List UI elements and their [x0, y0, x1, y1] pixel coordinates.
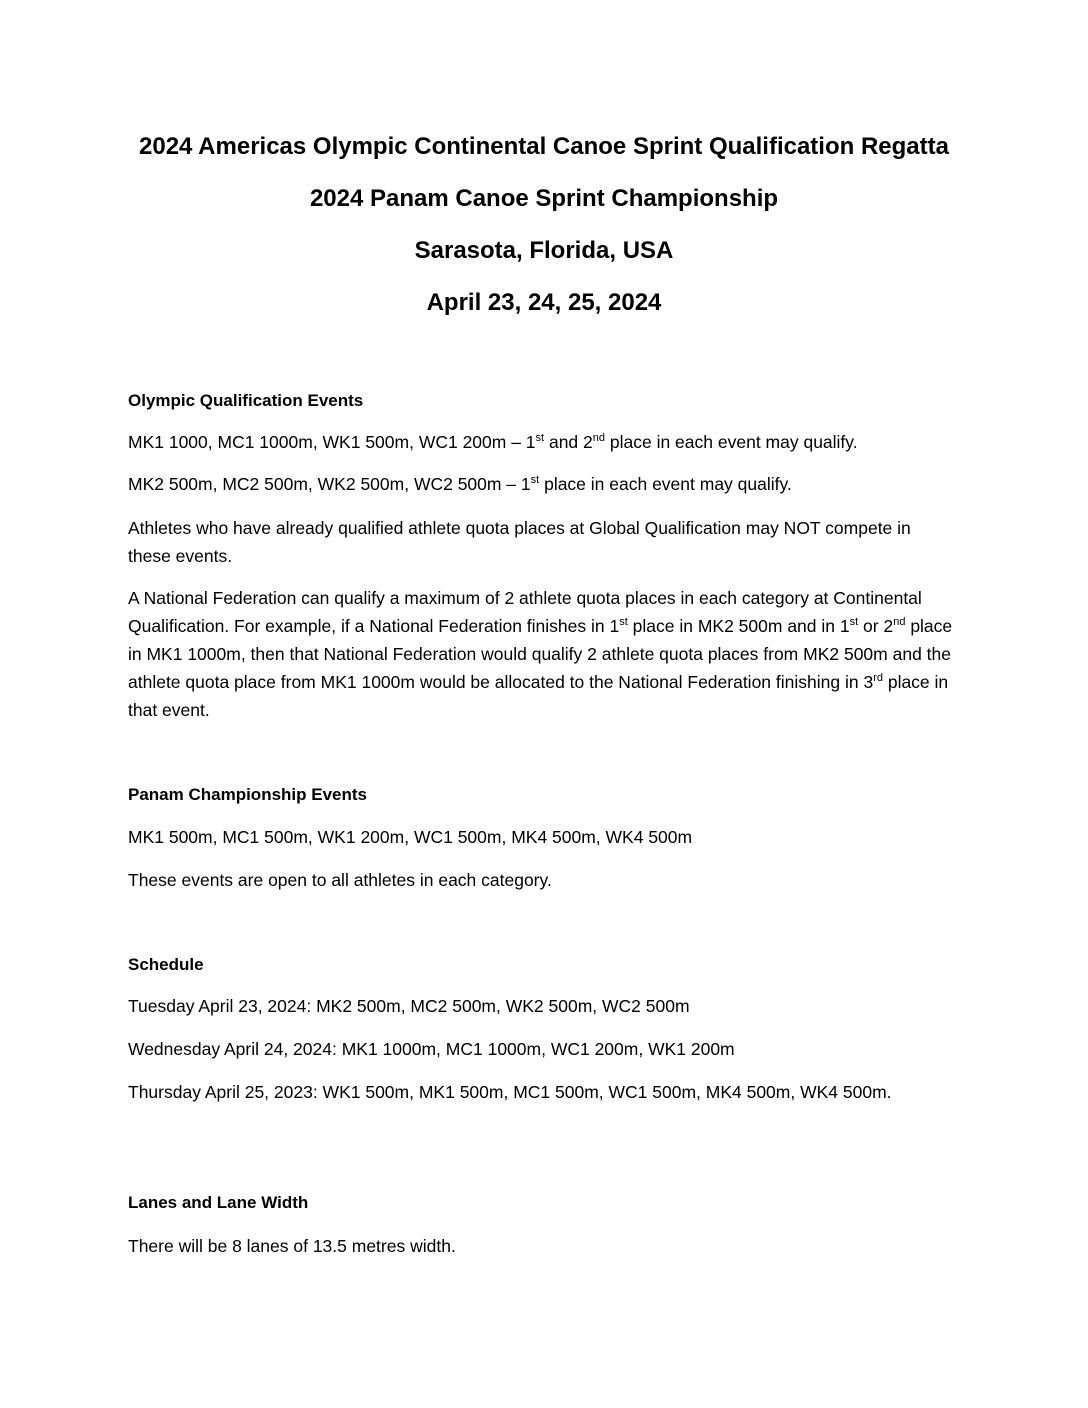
lanes-heading: Lanes and Lane Width [128, 1193, 309, 1212]
schedule-item: Tuesday April 23, 2024: MK2 500m, MC2 500m, WK2 500m, WC2 500m [128, 996, 690, 1016]
olympic-paragraph-2 [128, 470, 958, 498]
text-run: place in each event may qualify. [539, 474, 792, 494]
superscript: nd [592, 432, 606, 445]
schedule-item: Thursday April 25, 2023: WK1 500m, MK1 500m, MC1 500m, WC1 500m, MK4 500m, WK4 500m. [128, 1082, 892, 1102]
olympic-paragraph-1 [128, 428, 958, 456]
text-run: and 2 [544, 432, 593, 452]
superscript: st [849, 616, 859, 629]
text-run: MK2 500m, MC2 500m, WK2 500m, WC2 500m – 1 [128, 474, 531, 494]
panam-paragraph-1: MK1 500m, MC1 500m, WK1 200m, WC1 500m, MK4 500m, WK4 500m [128, 827, 693, 847]
schedule-item: Wednesday April 24, 2024: MK1 1000m, MC1 1000m, WC1 200m, WK1 200m [128, 1039, 735, 1059]
panam-heading: Panam Championship Events [128, 785, 367, 804]
superscript: st [535, 432, 545, 445]
lanes-paragraph: There will be 8 lanes of 13.5 metres width. [128, 1236, 456, 1256]
superscript: st [530, 474, 540, 487]
text-run: MK1 1000, MC1 1000m, WK1 500m, WC1 200m – 1 [128, 432, 536, 452]
superscript: rd [873, 672, 883, 685]
document-dates: April 23, 24, 25, 2024 [426, 289, 662, 316]
superscript: nd [893, 616, 906, 629]
panam-paragraph-2: These events are open to all athletes in each category. [128, 870, 552, 890]
olympic-heading: Olympic Qualification Events [128, 391, 364, 410]
text-run: or 2 [858, 616, 894, 636]
text-run: place in each event may qualify. [605, 432, 858, 452]
document-title: 2024 Americas Olympic Continental Canoe Sprint Qualification Regatta [139, 133, 949, 160]
document-location: Sarasota, Florida, USA [414, 237, 674, 264]
text-run: A National Federation can qualify a maximum of 2 athlete quota places in each category at Continental Qualification. For example, if a National Federation finishes in 1 [128, 588, 922, 636]
text-run: place in MK2 500m and in 1 [627, 616, 850, 636]
olympic-paragraph-3: Athletes who have already qualified athlete quota places at Global Qualification may NOT compete in these events. [128, 518, 911, 566]
olympic-paragraph-4 [128, 584, 958, 724]
schedule-heading: Schedule [128, 955, 204, 974]
text-run: place in MK1 1000m, then that National Federation would qualify 2 athlete quota places from MK2 500m and the athlete quota place from MK1 1000m would be allocated to the National Federation finishing in 3 [128, 616, 953, 692]
document-subtitle: 2024 Panam Canoe Sprint Championship [309, 185, 779, 212]
superscript: st [619, 616, 628, 629]
text-run: place in that event. [128, 672, 949, 720]
